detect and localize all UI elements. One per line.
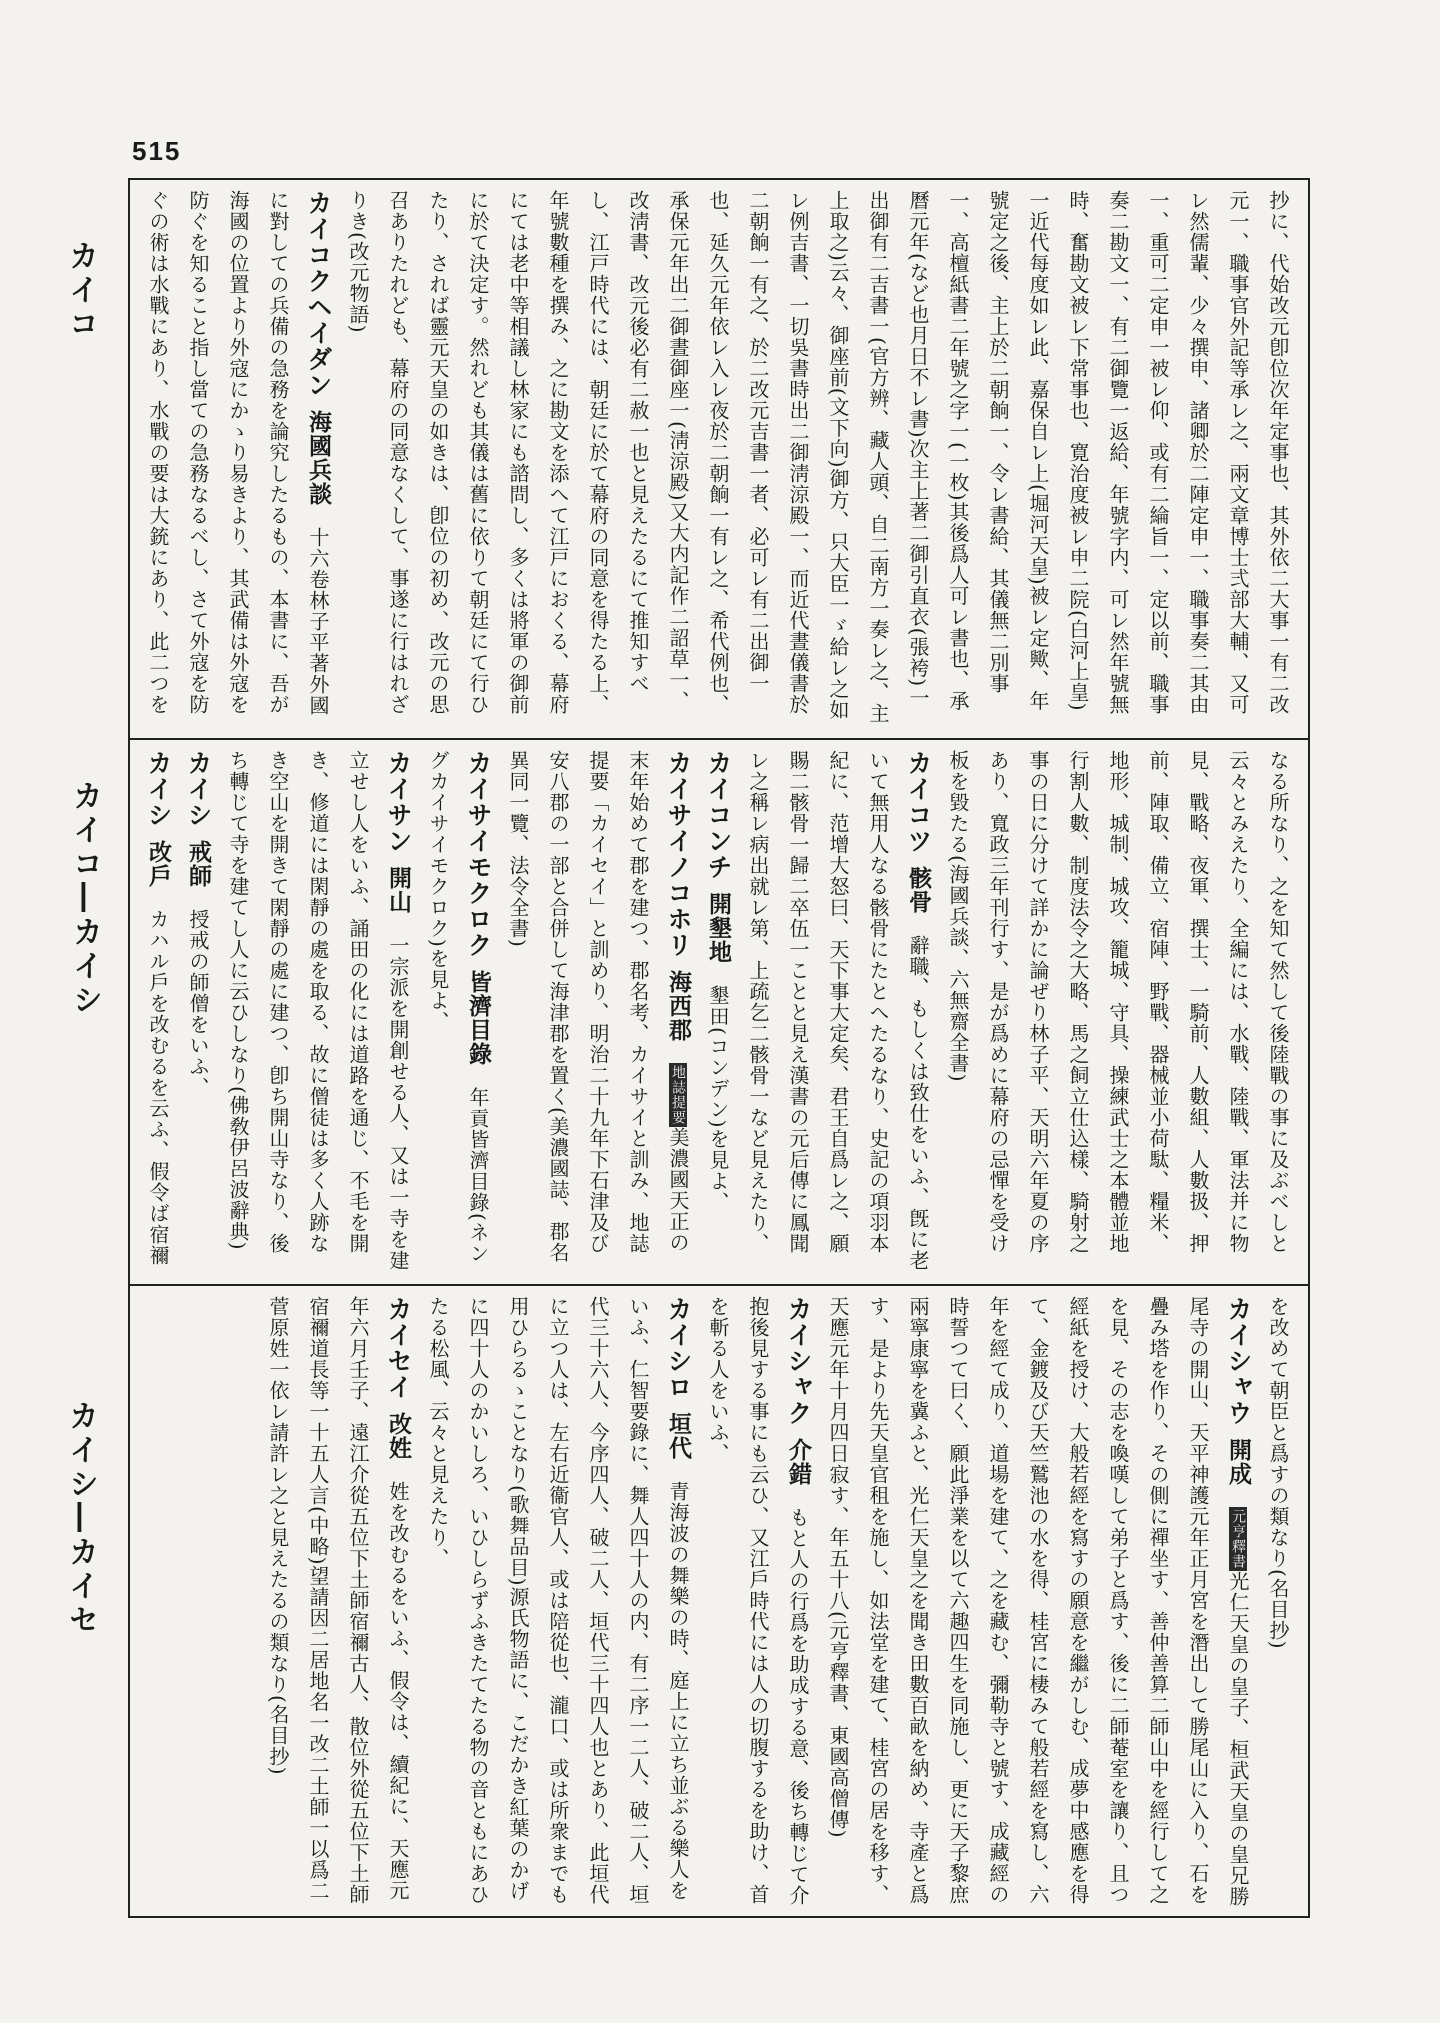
dictionary-entry <box>178 750 218 1272</box>
text-section-3 <box>140 1296 1298 1908</box>
entry-kanji: 海國兵談 <box>305 410 332 506</box>
entry-headword: カイサイモクロク <box>464 750 493 958</box>
entry-kanji: 改姓 <box>385 1412 412 1460</box>
text-section-2 <box>140 750 1298 1272</box>
running-head-middle: カイコ―カイシ <box>67 780 102 1018</box>
dictionary-entry <box>738 750 938 1272</box>
entry-body: 光仁天皇の皇子、桓武天皇の皇兄勝尾寺の開山、天平神護元年正月宮を潛出して勝尾山に入り、石を疊み塔を作り、その側に禪坐す、善仲善算二師山中を經行して之を見、その志を喚嘆して弟子と爲す、後に二師菴室を讓り、且つ經紙を授け、大般若經を寫すの願意を繼がしむ、成夢中感應を得て、金鍍及び天竺鷲池の水を得、桂宮に棲みて般若經を寫し、六年を經て成り、道場を建て、之を藏む、彌勒寺と號す、成藏經の時誓つて曰く、願此淨業を以て六趣四生を同施し、更に天子黎庶兩寧康寧を冀ふと、光仁天皇之を聞き田數百畝を納め、寺產と爲す、是より先天皇官租を施し、如法堂を建て、桂宮の居を移す、天應元年十月四日寂す、年五十八(元亨釋書、東國高僧傳) <box>826 1296 1250 1907</box>
entry-body: 青海波の舞樂の時、庭上に立ち並ぶる樂人をいふ、仁智要錄に、舞人四十人の内、有二序一二人、破二人、垣代三十六人、今序四人、破二人、垣代三十四人也とあり、此垣代に立つ人は、左右近衞官人、或は陪從也、瀧口、或は所衆までも用ひらるゝことなり(歌舞品目)源氏物語に、こだかき紅葉のかげに四十人のかいしろ、いひしらずふきたてたる物の音ともにあひたる松風、云々と見えたり、 <box>426 1296 690 1905</box>
dictionary-entry <box>818 1296 1258 1908</box>
page-number: 515 <box>132 136 182 166</box>
entry-body: 辭職、もしくは致仕をいふ、旣に老いて無用人なる骸骨にたとへたるなり、史記の項羽本紀に、范增大怒曰、天下事大定矣、君王自爲レ之、願賜二骸骨一歸二卒伍一ことと見え漢書の元后傳に鳳聞レ之稱レ病出就レ第、上疏乞二骸骨一など見えたり、 <box>746 750 930 1271</box>
running-head-top: カイコ <box>63 240 98 342</box>
entry-body: 授戒の師僧をいふ、 <box>186 909 210 1098</box>
entry-body: 十六卷林子平著外國に對しての兵備の急務を論究したるもの、本書に、吾が海國の位置より外寇にかゝり易きより、其武備は外寇を防ぐを知ること指し當ての急務なるべし、さて外寇を防ぐの術は水戰にあり、水戰の要は大銃にあり、此二つを <box>146 190 330 716</box>
entry-headword: カイサン <box>384 750 413 854</box>
entry-kanji: 戒師 <box>185 840 212 888</box>
entry-kanji: 垣代 <box>665 1412 692 1460</box>
dictionary-entry <box>418 1296 698 1908</box>
text-section-1 <box>140 190 1298 726</box>
entry-headword: カイシ <box>184 750 213 828</box>
dictionary-entry <box>938 750 1298 1272</box>
section-divider-1 <box>128 738 1310 740</box>
entry-body: カハル戶を改むるを云ふ、假令ば宿禰 <box>146 909 170 1266</box>
dictionary-entry <box>498 750 698 1272</box>
dictionary-entry <box>140 190 338 726</box>
entry-headword: カイシロ <box>664 1296 693 1400</box>
entry-body: 抄に、代始改元卽位次年定事也、其外依二大事一有二改元一、職事官外記等承レ之、兩文章博士弍部大輔、又可レ然儒輩、少々撰申、諸卿於二陣定申一、職事奏二其由一、重可二定申一被レ仰、或有二綸旨一、定以前、職事奏二勘文一、有二御覽一返給、年號字内、可レ然年號無時、奮勘文被レ下常事也、寛治度被レ申二院(白河上皇)一近代每度如レ此、嘉保自レ上(堀河天皇)被レ定歟、年號定之後、主上於二朝餉一、令レ書給、其儀無二別事一、高檀紙書二年號之字一(一枚)其後爲人可レ書也、承曆元年(など也月日不レ書)次主上著二御引直衣(張袴)一出御有二吉書一(官方辨、藏人頭、自二南方一奏レ之、主上取之)云々、御座前(文下向)御方、只大臣一ゞ給レ之如レ例吉書、一切吳書時出二御淸涼殿一、而近代晝儀書於二朝餉一有之、於二改元吉書一者、必可レ有二出御一也、延久元年依レ入レ夜於二朝餉一有レ之、希代例也、承保元年出二御晝御座一(淸涼殿)又大内記作二詔草一、改淸書、改元後必有二赦一也と見えたるにて推知すべし、江戸時代には、朝廷に於て幕府の同意を得たる上、年號數種を撰み、之に勘文を添へて江戸におくる、幕府にては老中等相議し林家にも諮問し、多くは將軍の御前に於て決定す。然れども其儀は舊に依りて朝廷にて行ひたり、されば靈元天皇の如きは、卽位の初め、改元の思召ありたれども、幕府の同意なくして、事遂に行はれざりき(改元物語) <box>346 190 1290 724</box>
dictionary-entry <box>698 1296 818 1908</box>
entry-kanji: 開山 <box>385 866 412 914</box>
dictionary-entry <box>1258 1296 1298 1908</box>
entry-headword: カイコンチ <box>704 750 733 880</box>
dictionary-entry <box>698 750 738 1272</box>
entry-body: 墾田(コンデン)を見よ、 <box>706 985 730 1213</box>
entry-kanji: 皆濟目錄 <box>465 970 492 1066</box>
entry-headword: カイシャク <box>784 1296 813 1426</box>
dictionary-entry <box>218 750 418 1272</box>
entry-body: 姓を改むるをいふ、假令は、續紀に、天應元年六月壬子、遠江介從五位下土師宿禰古人、散位外從五位下土師宿禰道長等一十五人言(中略)望請因二居地名一改二土師一以爲二菅原姓一依レ請許レ之と見えたるの類なり(名目抄) <box>266 1296 410 1905</box>
dictionary-entry <box>418 750 498 1272</box>
entry-kanji: 海西郡 <box>665 970 692 1042</box>
source-tag: 元亨釋書 <box>1230 1509 1246 1569</box>
entry-body: もと人の行爲を助成する意、後ち轉じて介抱後見する事にも云ひ、又江戶時代には人の切腹するを助け、首を斬る人をいふ、 <box>706 1296 810 1906</box>
entry-kanji: 骸骨 <box>905 866 932 914</box>
dictionary-entry <box>140 750 178 1272</box>
dictionary-entry <box>258 1296 418 1908</box>
dictionary-entry <box>338 190 1298 726</box>
entry-kanji: 開成 <box>1225 1438 1252 1486</box>
entry-body: 一宗派を開創せる人、又は一寺を建立せし人をいふ、誦田の化には道路を通じ、不毛を開き、修道には閑靜の處を取る、故に僧徒は多く人跡なき空山を開きて閑靜の處に建つ、卽ち開山寺なり、後ち轉じて寺を建てし人に云ひしなり(佛敎伊呂波辭典) <box>226 750 410 1271</box>
entry-kanji: 開墾地 <box>705 892 732 964</box>
entry-kanji: 介錯 <box>785 1438 812 1486</box>
source-tag: 地誌提要 <box>670 1065 686 1125</box>
entry-headword: カイコクヘイダン <box>304 190 333 398</box>
entry-kanji: 改戶 <box>145 840 172 888</box>
section-divider-2 <box>128 1284 1310 1286</box>
entry-headword: カイコツ <box>904 750 933 854</box>
entry-headword: カイサイノコホリ <box>664 750 693 958</box>
entry-body: なる所なり、之を知て然して後陸戰の事に及ぶべしと云々とみえたり、全編には、水戰、陸戰、軍法并に物見、戰略、夜軍、撰士、一騎前、人數組、人數扱、押前、陣取、備立、宿陣、野戰、器械並小荷駄、糧米、地形、城制、城攻、籠城、守具、操練武士之本體並地行割人數、制度法令之大略、馬之飼立仕込樣、騎射之事の日に分けて詳かに論ぜり林子平、天明六年夏の序あり、寬政三年刊行す、是が爲めに幕府の忌憚を受け板を毀たる(海國兵談、六無齋全書) <box>946 750 1290 1254</box>
entry-body: 年貢皆濟目錄(ネングカイサイモクロク)を見よ、 <box>426 750 490 1264</box>
entry-headword: カイセイ <box>384 1296 413 1400</box>
entry-body: を改めて朝臣と爲すの類なり(名目抄) <box>1266 1296 1290 1650</box>
entry-body: 美濃國天正の末年始めて郡を建つ、郡名考、カイサイと訓み、地誌提要「カイセイ」と訓めり、明治二十九年下石津及び安八郡の一部と合併して海津郡を置く(美濃國誌、郡名異同一覽、法令全書) <box>506 750 690 1263</box>
entry-headword: カイシ <box>144 750 173 828</box>
entry-headword: カイシャウ <box>1224 1296 1253 1426</box>
running-head-bottom: カイシ―カイセ <box>63 1400 98 1638</box>
